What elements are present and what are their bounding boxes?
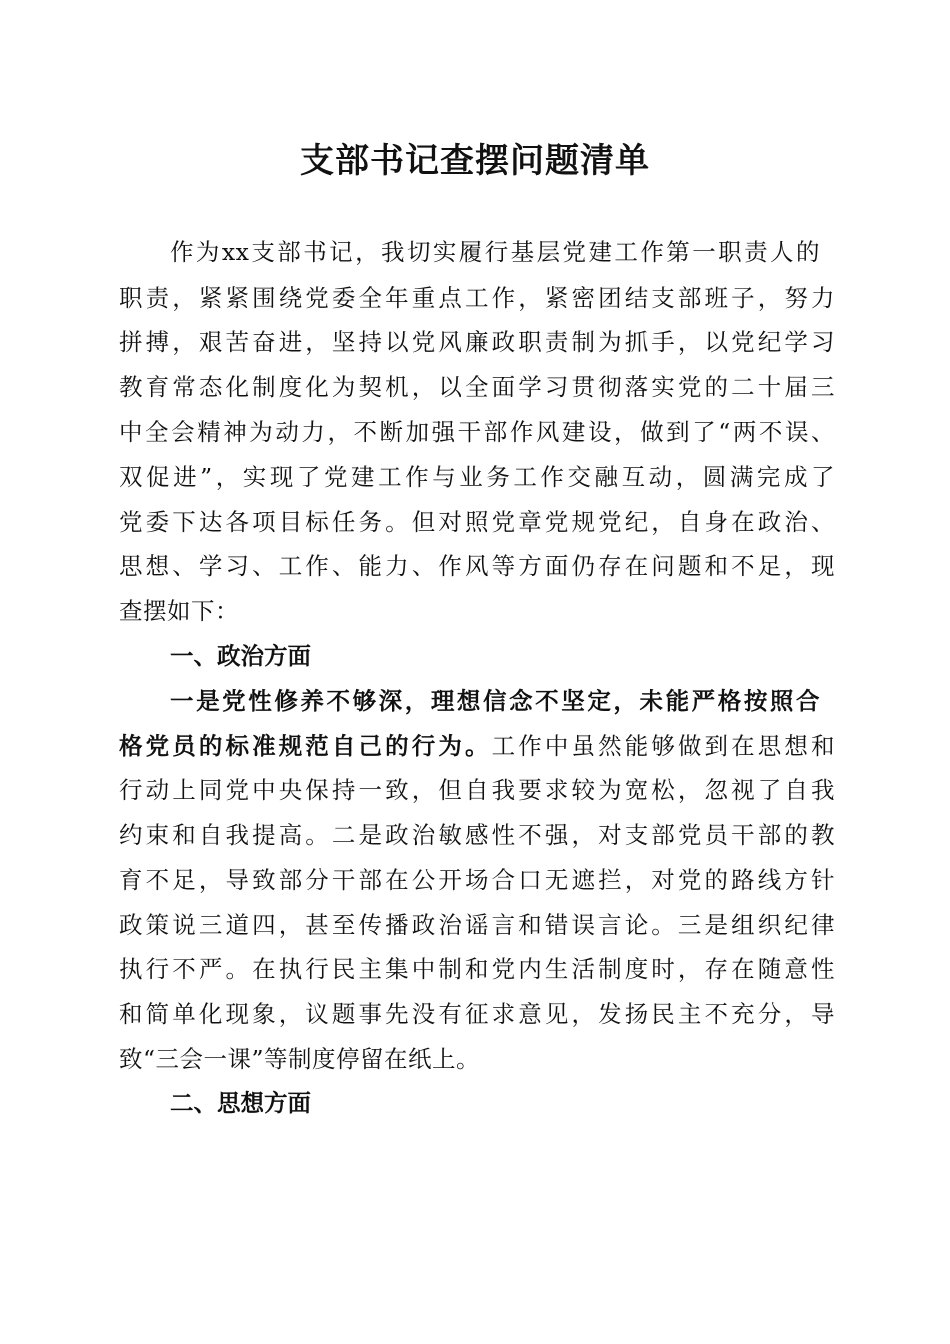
section1-line: 育不足，导致部分干部在公开场合口无遮拦，对党的路线方针 (119, 866, 835, 894)
section1-line: 约束和自我提高。二是政治敏感性不强，对支部党员干部的教 (119, 821, 835, 849)
section1-lead-bold-cont: 格党员的标准规范自己的行为。 (119, 732, 492, 760)
section-heading-thought: 二、思想方面 (170, 1089, 311, 1117)
section1-line: 执行不严。在执行民主集中制和党内生活制度时，存在随意性 (119, 955, 835, 983)
section1-line-rest: 工作中虽然能够做到在思想和 (491, 732, 836, 760)
section1-lead-bold: 一是党性修养不够深，理想信念不坚定，未能严格按照合 (170, 687, 820, 715)
section1-line-mixed (119, 730, 835, 762)
intro-line: 拼搏，艰苦奋进，坚持以党风廉政职责制为抓手，以党纪学习 (119, 328, 835, 356)
section1-line: 和简单化现象，议题事先没有征求意见，发扬民主不充分，导 (119, 1000, 835, 1028)
section-heading-politics: 一、政治方面 (170, 642, 311, 670)
intro-line: 职责，紧紧围绕党委全年重点工作，紧密团结支部班子，努力 (119, 284, 835, 312)
intro-line: 教育常态化制度化为契机，以全面学习贯彻落实党的二十届三 (119, 373, 835, 401)
section1-line: 政策说三道四，甚至传播政治谣言和错误言论。三是组织纪律 (119, 911, 835, 939)
intro-line: 党委下达各项目标任务。但对照党章党规党纪，自身在政治、 (119, 508, 835, 536)
intro-line: 作为xx支部书记，我切实履行基层党建工作第一职责人的 (170, 238, 820, 266)
section1-line: 行动上同党中央保持一致，但自我要求较为宽松，忽视了自我 (119, 776, 835, 804)
section1-line: 致“三会一课”等制度停留在纸上。 (119, 1045, 481, 1073)
document-title: 支部书记查摆问题清单 (300, 141, 650, 181)
intro-line: 中全会精神为动力，不断加强干部作风建设，做到了“两不误、 (119, 418, 835, 446)
intro-line: 双促进”，实现了党建工作与业务工作交融互动，圆满完成了 (119, 463, 835, 491)
intro-line: 查摆如下： (119, 597, 239, 625)
intro-line: 思想、学习、工作、能力、作风等方面仍存在问题和不足，现 (119, 552, 835, 580)
